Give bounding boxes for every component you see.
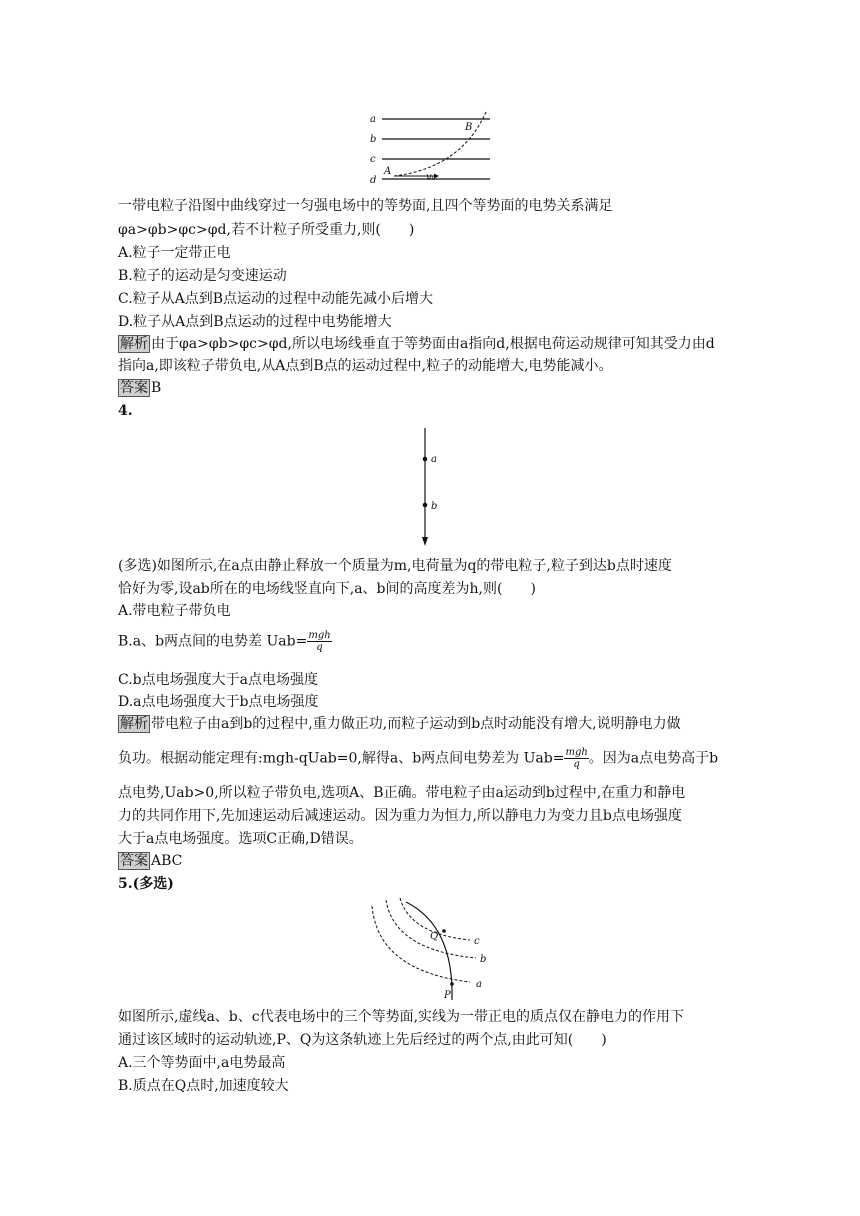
- q4-analysis-text-1: 带电粒子由a到b的过程中,重力做正功,而粒子运动到b点时动能没有增大,说明静电力做: [151, 716, 681, 732]
- q5-stem-1: 如图所示,虚线a、b、c代表电场中的三个等势面,实线为一带正电的质点仅在静电力的作用下: [118, 1009, 685, 1025]
- q5-option-b: B.质点在Q点时,加速度较大: [118, 1078, 289, 1094]
- q5-stem-2: 通过该区域时的运动轨迹,P、Q为这条轨迹上先后经过的两个点,由此可知( ): [118, 1032, 607, 1048]
- label-b: b: [431, 501, 438, 512]
- q4-option-d: D.a点电场强度大于b点电场强度: [118, 694, 319, 710]
- q3-answer: [118, 378, 161, 398]
- answer-tag: 答案: [120, 853, 148, 869]
- particle-trajectory: [406, 902, 452, 1000]
- analysis-tag: 解析: [120, 336, 148, 352]
- equipotential-curve-b: [386, 900, 476, 958]
- q3-answer-value: B: [151, 380, 162, 396]
- q4-number: 4.: [118, 403, 133, 419]
- label-b: b: [480, 954, 487, 965]
- label-P: P: [444, 990, 451, 1001]
- field-line-figure: [410, 425, 450, 550]
- q3-option-c: C.粒子从A点到B点运动的过程中动能先减小后增大: [118, 291, 434, 307]
- q4-analysis-2: [118, 747, 718, 770]
- q4-analysis-5: 大于a点电场强度。选项C正确,D错误。: [118, 831, 363, 847]
- q5-option-a: A.三个等势面中,a电势最高: [118, 1055, 286, 1071]
- fraction-mgh-over-q: [564, 747, 588, 770]
- analysis-tag: 解析: [120, 716, 148, 732]
- label-v0: v₀: [426, 172, 436, 183]
- label-a: a: [431, 454, 437, 465]
- point-P-dot: [450, 982, 454, 986]
- label-Q: Q: [430, 931, 439, 942]
- label-point-A: A: [384, 166, 392, 177]
- point-b-dot: [423, 503, 428, 508]
- q4-option-a: A.带电粒子带负电: [118, 603, 231, 619]
- fraction-numerator: mgh: [308, 630, 331, 641]
- q3-analysis-text-1: 由于φa>φb>φc>φd,所以电场线垂直于等势面由a指向d,根据电荷运动规律可知其受力由d: [151, 336, 715, 352]
- label-point-B: B: [465, 122, 473, 133]
- curved-equipotential-figure: [366, 896, 506, 1002]
- equipotential-curve-a: [372, 906, 470, 982]
- q3-analysis-2: 指向a,即该粒子带负电,从A点到B点的运动过程中,粒子的动能增大,电势能减小。: [118, 358, 613, 374]
- q3-analysis-1: [118, 334, 715, 354]
- q3-option-d: D.粒子从A点到B点运动的过程中电势能增大: [118, 314, 392, 330]
- equipotential-lines-figure: [366, 108, 496, 188]
- label-c: c: [370, 154, 376, 165]
- q4-option-c: C.b点电场强度大于a点电场强度: [118, 672, 318, 688]
- q4-option-b: [118, 630, 332, 653]
- q3-option-b: B.粒子的运动是匀变速运动: [118, 268, 287, 284]
- q4-option-b-text: B.a、b两点间的电势差 Uab=: [118, 633, 308, 650]
- q3-option-a: A.粒子一定带正电: [118, 245, 231, 261]
- q4-analysis-1: [118, 714, 681, 734]
- fraction-numerator: mgh: [565, 747, 588, 758]
- label-c: c: [474, 936, 480, 947]
- field-line-arrow-head: [422, 537, 428, 546]
- label-d: d: [370, 175, 377, 186]
- point-Q-dot: [442, 929, 446, 933]
- q4-analysis-4: 力的共同作用下,先加速运动后减速运动。因为重力为恒力,所以静电力为变力且b点电场强度: [118, 808, 682, 824]
- point-a-dot: [423, 457, 428, 462]
- q4-analysis-3: 点电势,Uab>0,所以粒子带负电,选项A、B正确。带电粒子由a运动到b过程中,在重力和静电: [118, 785, 686, 801]
- q4-stem-2: 恰好为零,设ab所在的电场线竖直向下,a、b间的高度差为h,则( ): [118, 581, 536, 597]
- q4-answer: [118, 851, 182, 871]
- answer-tag: 答案: [120, 380, 148, 396]
- q4-analysis-text-2b: 。因为a点电势高于b: [588, 750, 719, 767]
- q5-number: 5.(多选): [118, 876, 174, 892]
- label-a: a: [476, 979, 482, 990]
- q3-stem-1: 一带电粒子沿图中曲线穿过一匀强电场中的等势面,且四个等势面的电势关系满足: [118, 198, 613, 214]
- fraction-mgh-over-q: [307, 630, 331, 653]
- q4-answer-value: ABC: [151, 853, 183, 869]
- label-a: a: [370, 114, 376, 125]
- q3-stem-2: φa>φb>φc>φd,若不计粒子所受重力,则( ): [118, 222, 415, 238]
- fraction-denominator: q: [573, 759, 580, 770]
- q4-stem-1: (多选)如图所示,在a点由静止释放一个质量为m,电荷量为q的带电粒子,粒子到达b点时速度: [118, 558, 672, 574]
- label-b: b: [370, 134, 377, 145]
- q4-analysis-text-2a: 负功。根据动能定理有:mgh-qUab=0,解得a、b两点间电势差为 Uab=: [118, 750, 565, 767]
- fraction-denominator: q: [316, 642, 323, 653]
